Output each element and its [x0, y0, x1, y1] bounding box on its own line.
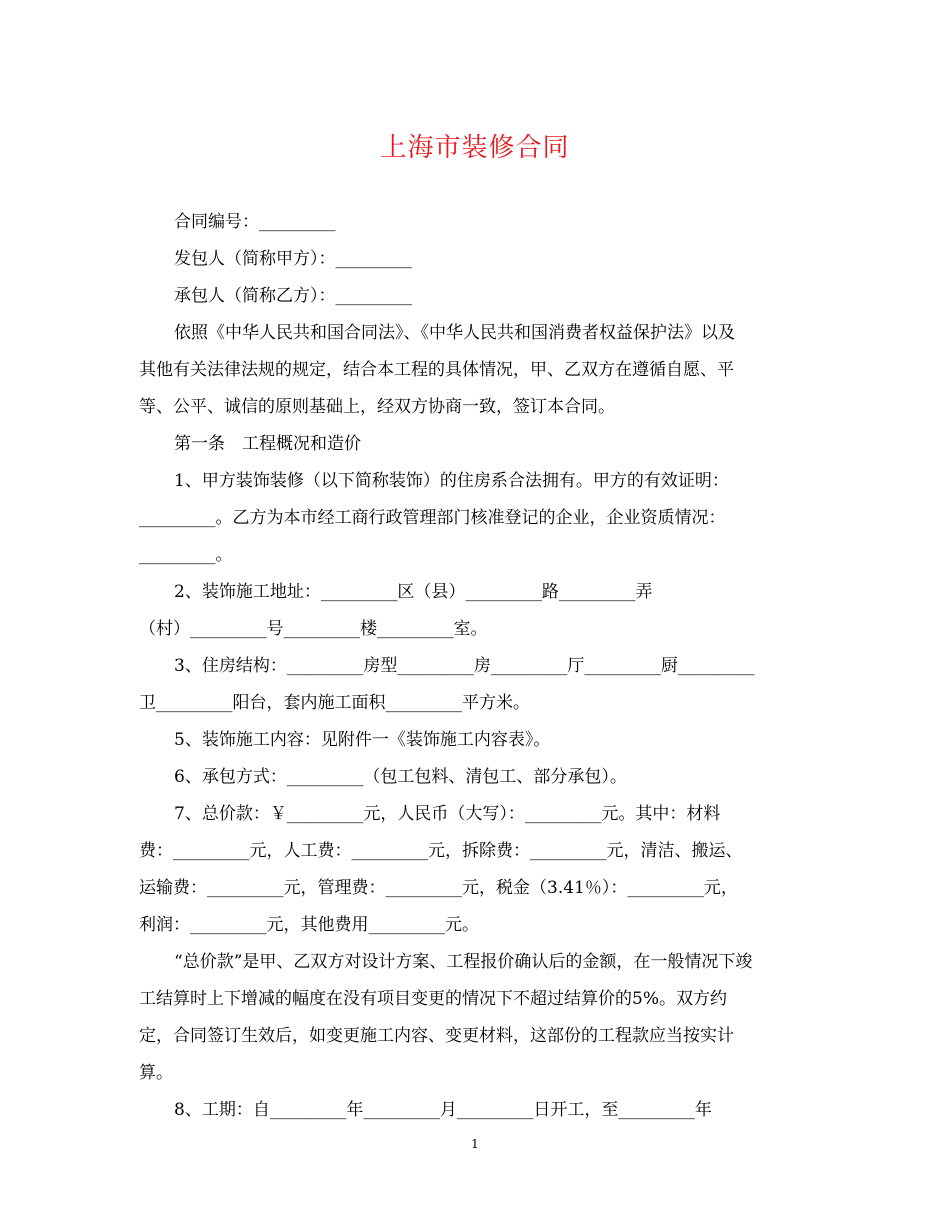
contract-line-2: 发包人（简称甲方）：_________ — [174, 249, 412, 269]
contract-line-14: 卫_________阳台，套内施工面积_________平方米。 — [139, 693, 530, 713]
contract-line-22: 工结算时上下增减的幅度在没有项目变更的情况下不超过结算价的5%。双方约 — [139, 989, 727, 1009]
contract-line-11: 2、装饰施工地址：_________区（县）_________路_________弄 — [174, 582, 653, 602]
contract-line-6: 等、公平、诚信的原则基础上，经双方协商一致，签订本合同。 — [139, 397, 615, 417]
contract-line-9: _________。乙方为本市经工商行政管理部门核准登记的企业，企业资质情况： — [139, 508, 726, 528]
page-number: 1 — [471, 1137, 479, 1151]
contract-line-25: 8、工期：自_________年_________月_________日开工，至_________年 — [174, 1100, 712, 1120]
contract-line-10: _________。 — [139, 545, 233, 565]
contract-line-12: （村）_________号_________楼_________室。 — [139, 619, 488, 639]
contract-line-16: 6、承包方式：_________（包工包料、清包工、部分承包）。 — [174, 767, 627, 787]
contract-line-17: 7、总价款：￥_________元，人民币（大写）：_________元。其中：材料 — [174, 804, 721, 824]
contract-line-5: 其他有关法律法规的规定，结合本工程的具体情况，甲、乙双方在遵循自愿、平 — [139, 360, 734, 380]
contract-line-23: 定，合同签订生效后，如变更施工内容、变更材料，这部份的工程款应当按实计 — [139, 1026, 734, 1046]
contract-line-15: 5、装饰施工内容：见附件一《装饰施工内容表》。 — [174, 730, 551, 750]
contract-line-3: 承包人（简称乙方）：_________ — [174, 286, 412, 306]
contract-line-4: 依照《中华人民共和国合同法》、《中华人民共和国消费者权益保护法》以及 — [174, 323, 735, 343]
contract-line-19: 运输费：_________元，管理费：_________元，税金（3.41％）：_________元， — [139, 878, 738, 898]
contract-line-13: 3、住房结构：_________房型_________房_________厅_________厨_________ — [174, 656, 755, 676]
document-title: 上海市装修合同 — [380, 133, 570, 163]
contract-line-1: 合同编号：_________ — [174, 212, 336, 232]
contract-line-24: 算。 — [139, 1063, 173, 1083]
contract-line-21: “总价款”是甲、乙双方对设计方案、工程报价确认后的金额，在一般情况下竣 — [174, 952, 753, 972]
contract-line-8: 1、甲方装饰装修（以下简称装饰）的住房系合法拥有。甲方的有效证明： — [174, 471, 729, 491]
contract-line-7: 第一条 工程概况和造价 — [174, 434, 361, 454]
contract-body — [139, 204, 819, 1129]
contract-line-20: 利润：_________元，其他费用_________元。 — [139, 915, 479, 935]
contract-line-18: 费：_________元，人工费：_________元，拆除费：_________元，清洁、搬运、 — [139, 841, 743, 861]
